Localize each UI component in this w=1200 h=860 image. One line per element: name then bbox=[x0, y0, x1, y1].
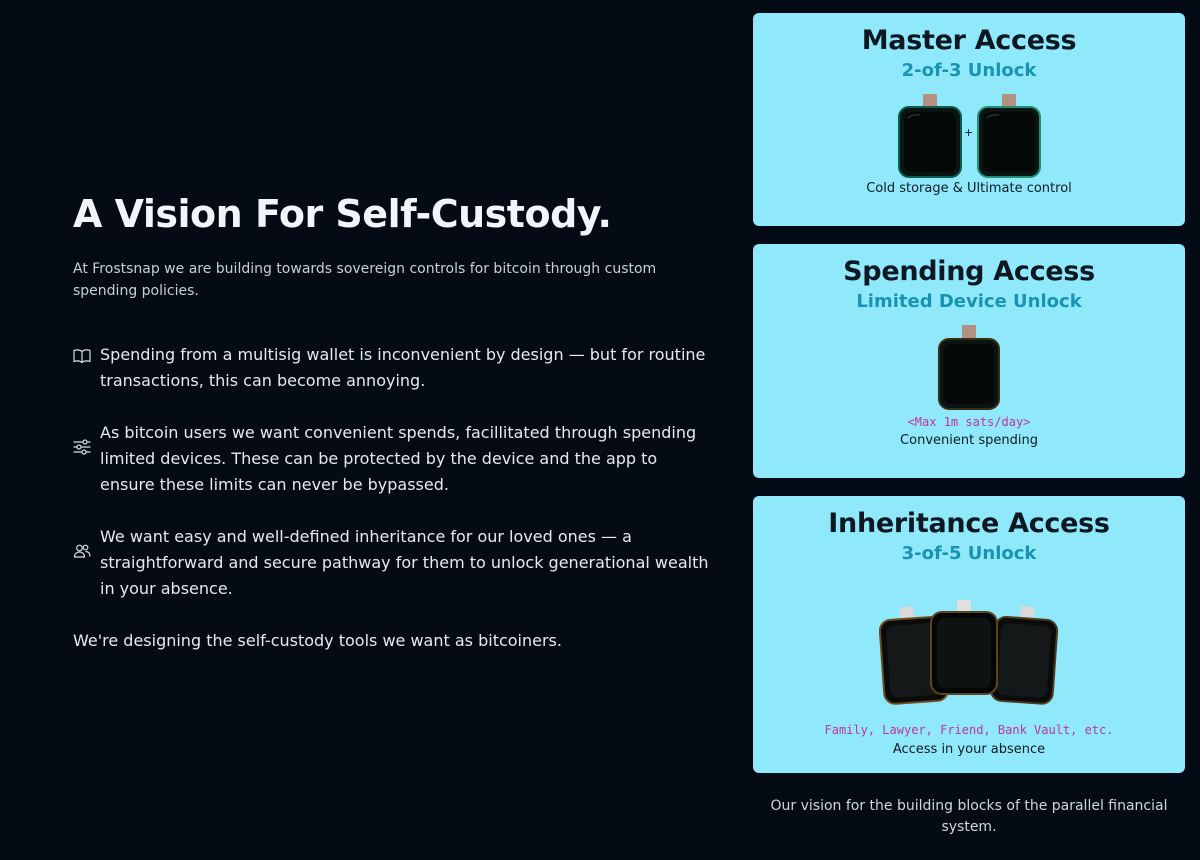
inheritance-access-card bbox=[753, 496, 1185, 773]
card-title: Master Access bbox=[861, 25, 1077, 56]
card-subtitle: 2-of-3 Unlock bbox=[901, 60, 1037, 81]
feature-item-spending bbox=[73, 420, 713, 498]
page-title: A Vision For Self-Custody. bbox=[73, 192, 612, 236]
master-access-card bbox=[753, 13, 1185, 226]
sliders-icon bbox=[73, 438, 91, 456]
card-caption: Access in your absence bbox=[892, 742, 1046, 757]
card-subtitle: Limited Device Unlock bbox=[856, 291, 1082, 312]
users-icon bbox=[73, 542, 91, 560]
feature-text: As bitcoin users we want convenient spends, facillitated through spending limited devices. These can be protected by the device and the app to ensure these limits can never be bypassed. bbox=[100, 423, 697, 494]
plus-sign: + bbox=[964, 126, 974, 139]
inheritance-parties-note: Family, Lawyer, Friend, Bank Vault, etc. bbox=[824, 723, 1114, 737]
card-title: Spending Access bbox=[843, 256, 1095, 287]
card-caption: Convenient spending bbox=[900, 433, 1038, 448]
frostsnap-devices-group-icon bbox=[879, 600, 1059, 712]
frostsnap-device-icon bbox=[977, 94, 1043, 180]
card-title: Inheritance Access bbox=[828, 508, 1110, 539]
card-subtitle: 3-of-5 Unlock bbox=[901, 543, 1037, 564]
feature-text: We want easy and well-defined inheritance for our loved ones — a straightforward and secure pathway for them to unlock generational wealth in your absence. bbox=[100, 527, 709, 598]
feature-text: Spending from a multisig wallet is inconvenient by design — but for routine transactions, this can become annoying. bbox=[100, 345, 706, 390]
card-caption: Cold storage & Ultimate control bbox=[866, 181, 1072, 196]
spending-limit-note: <Max 1m sats/day> bbox=[907, 415, 1031, 429]
frostsnap-device-icon bbox=[898, 94, 964, 180]
intro-paragraph: At Frostsnap we are building towards sovereign controls for bitcoin through custom spending policies. bbox=[73, 261, 657, 299]
feature-item-inheritance bbox=[73, 524, 713, 602]
vision-footer-note: Our vision for the building blocks of the parallel financial system. bbox=[770, 798, 1168, 835]
feature-item-multisig bbox=[73, 342, 713, 394]
frostsnap-device-icon bbox=[938, 325, 1000, 411]
spending-access-card bbox=[753, 244, 1185, 478]
closing-statement: We're designing the self-custody tools we want as bitcoiners. bbox=[73, 631, 562, 650]
book-icon bbox=[73, 347, 91, 365]
vision-section bbox=[73, 190, 713, 654]
